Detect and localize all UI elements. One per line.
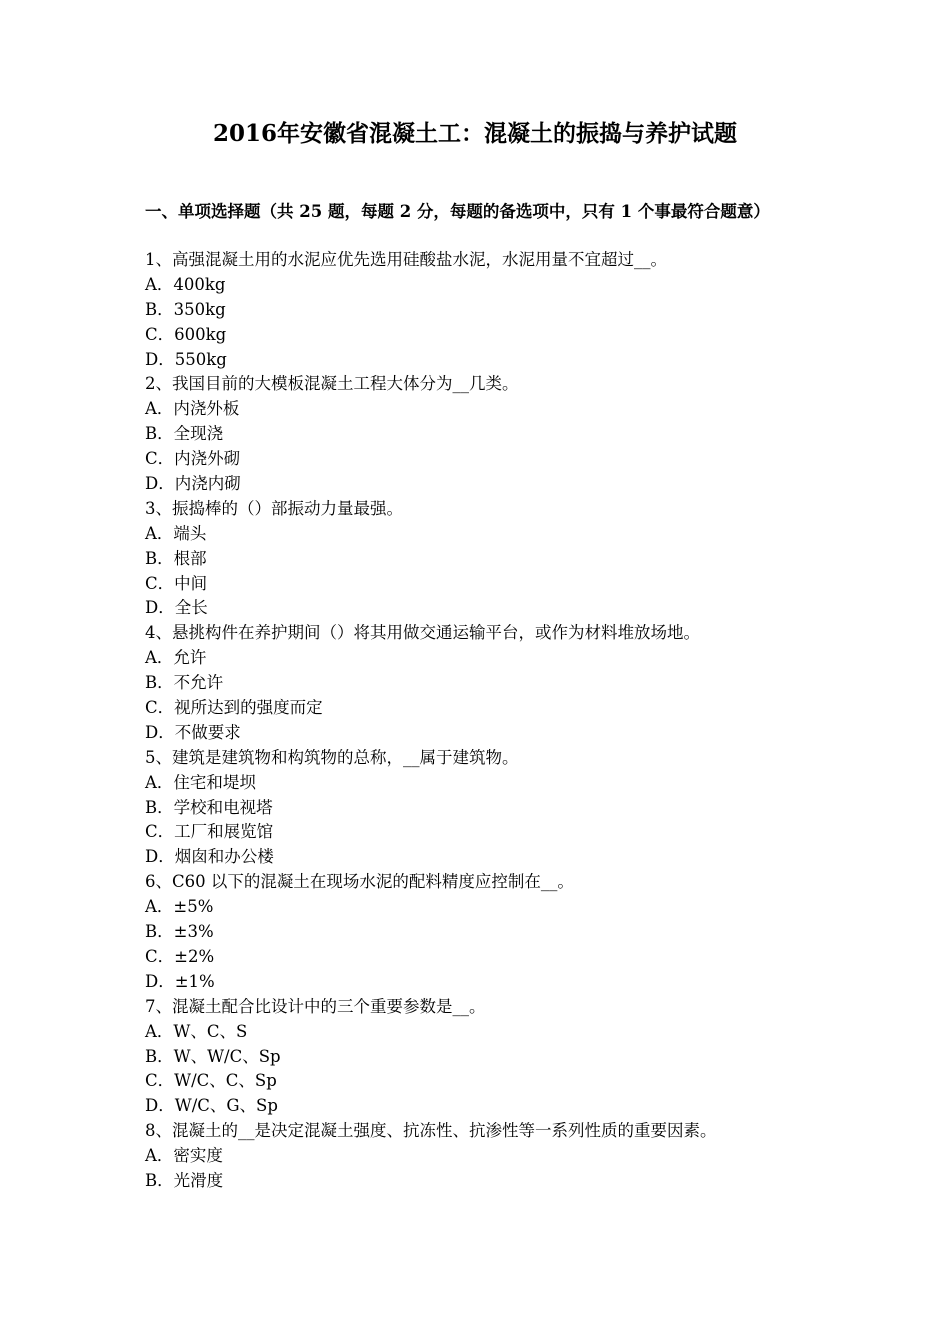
answer-option: D．全长: [145, 598, 208, 618]
answer-option: A．端头: [145, 523, 207, 543]
question-1: [145, 248, 825, 372]
answer-option: C．W/C、C、Sp: [145, 1071, 277, 1091]
answer-option: A．住宅和堤坝: [145, 772, 256, 792]
answer-option: D．550kg: [145, 349, 227, 369]
answer-option: D．±1%: [145, 971, 215, 991]
question-stem: 8、混凝土的__是决定混凝土强度、抗冻性、抗渗性等一系列性质的重要因素。: [145, 1121, 717, 1141]
question-stem: 3、振捣棒的（）部振动力量最强。: [145, 498, 403, 518]
answer-option: C．内浇外砌: [145, 449, 241, 469]
answer-option: D．W/C、G、Sp: [145, 1096, 278, 1116]
answer-option: A．允许: [145, 648, 207, 668]
answer-option: D．烟囱和办公楼: [145, 847, 274, 867]
question-2: [145, 372, 825, 496]
question-stem: 7、混凝土配合比设计中的三个重要参数是__。: [145, 996, 486, 1016]
answer-option: C．中间: [145, 573, 208, 593]
answer-option: C．±2%: [145, 946, 215, 966]
section-heading: 一、单项选择题（共 25 题，每题 2 分，每题的备选项中，只有 1 个事最符合题意）: [145, 202, 770, 221]
answer-option: A．400kg: [145, 274, 226, 294]
answer-option: B．不允许: [145, 673, 224, 693]
question-list: [145, 248, 825, 1194]
question-6: [145, 870, 825, 994]
question-stem: 6、C60 以下的混凝土在现场水泥的配料精度应控制在__。: [145, 872, 574, 892]
answer-option: B．±3%: [145, 922, 214, 942]
document-title: 2016年安徽省混凝土工：混凝土的振捣与养护试题: [212, 120, 737, 147]
answer-option: B．根部: [145, 548, 207, 568]
answer-option: A．W、C、S: [145, 1021, 248, 1041]
answer-option: B．全现浇: [145, 424, 224, 444]
answer-option: B．光滑度: [145, 1170, 224, 1190]
answer-option: D．内浇内砌: [145, 474, 241, 494]
answer-option: B．350kg: [145, 299, 226, 319]
question-stem: 1、高强混凝土用的水泥应优先选用硅酸盐水泥，水泥用量不宜超过__。: [145, 250, 667, 269]
answer-option: C．工厂和展览馆: [145, 822, 274, 842]
question-3: [145, 497, 825, 621]
answer-option: B．学校和电视塔: [145, 797, 273, 817]
answer-option: C．600kg: [145, 324, 227, 344]
answer-option: B．W、W/C、Sp: [145, 1046, 281, 1066]
answer-option: A．±5%: [145, 897, 214, 917]
question-5: [145, 746, 825, 870]
answer-option: A．密实度: [145, 1146, 223, 1166]
question-stem: 4、悬挑构件在养护期间（）将其用做交通运输平台，或作为材料堆放场地。: [145, 623, 700, 643]
question-7: [145, 995, 825, 1119]
question-8: [145, 1119, 825, 1194]
answer-option: D．不做要求: [145, 722, 241, 742]
question-4: [145, 621, 825, 745]
answer-option: C．视所达到的强度而定: [145, 698, 323, 718]
question-stem: 2、我国目前的大模板混凝土工程大体分为__几类。: [145, 374, 519, 394]
question-stem: 5、建筑是建筑物和构筑物的总称，__属于建筑物。: [145, 747, 519, 767]
answer-option: A．内浇外板: [145, 399, 240, 419]
